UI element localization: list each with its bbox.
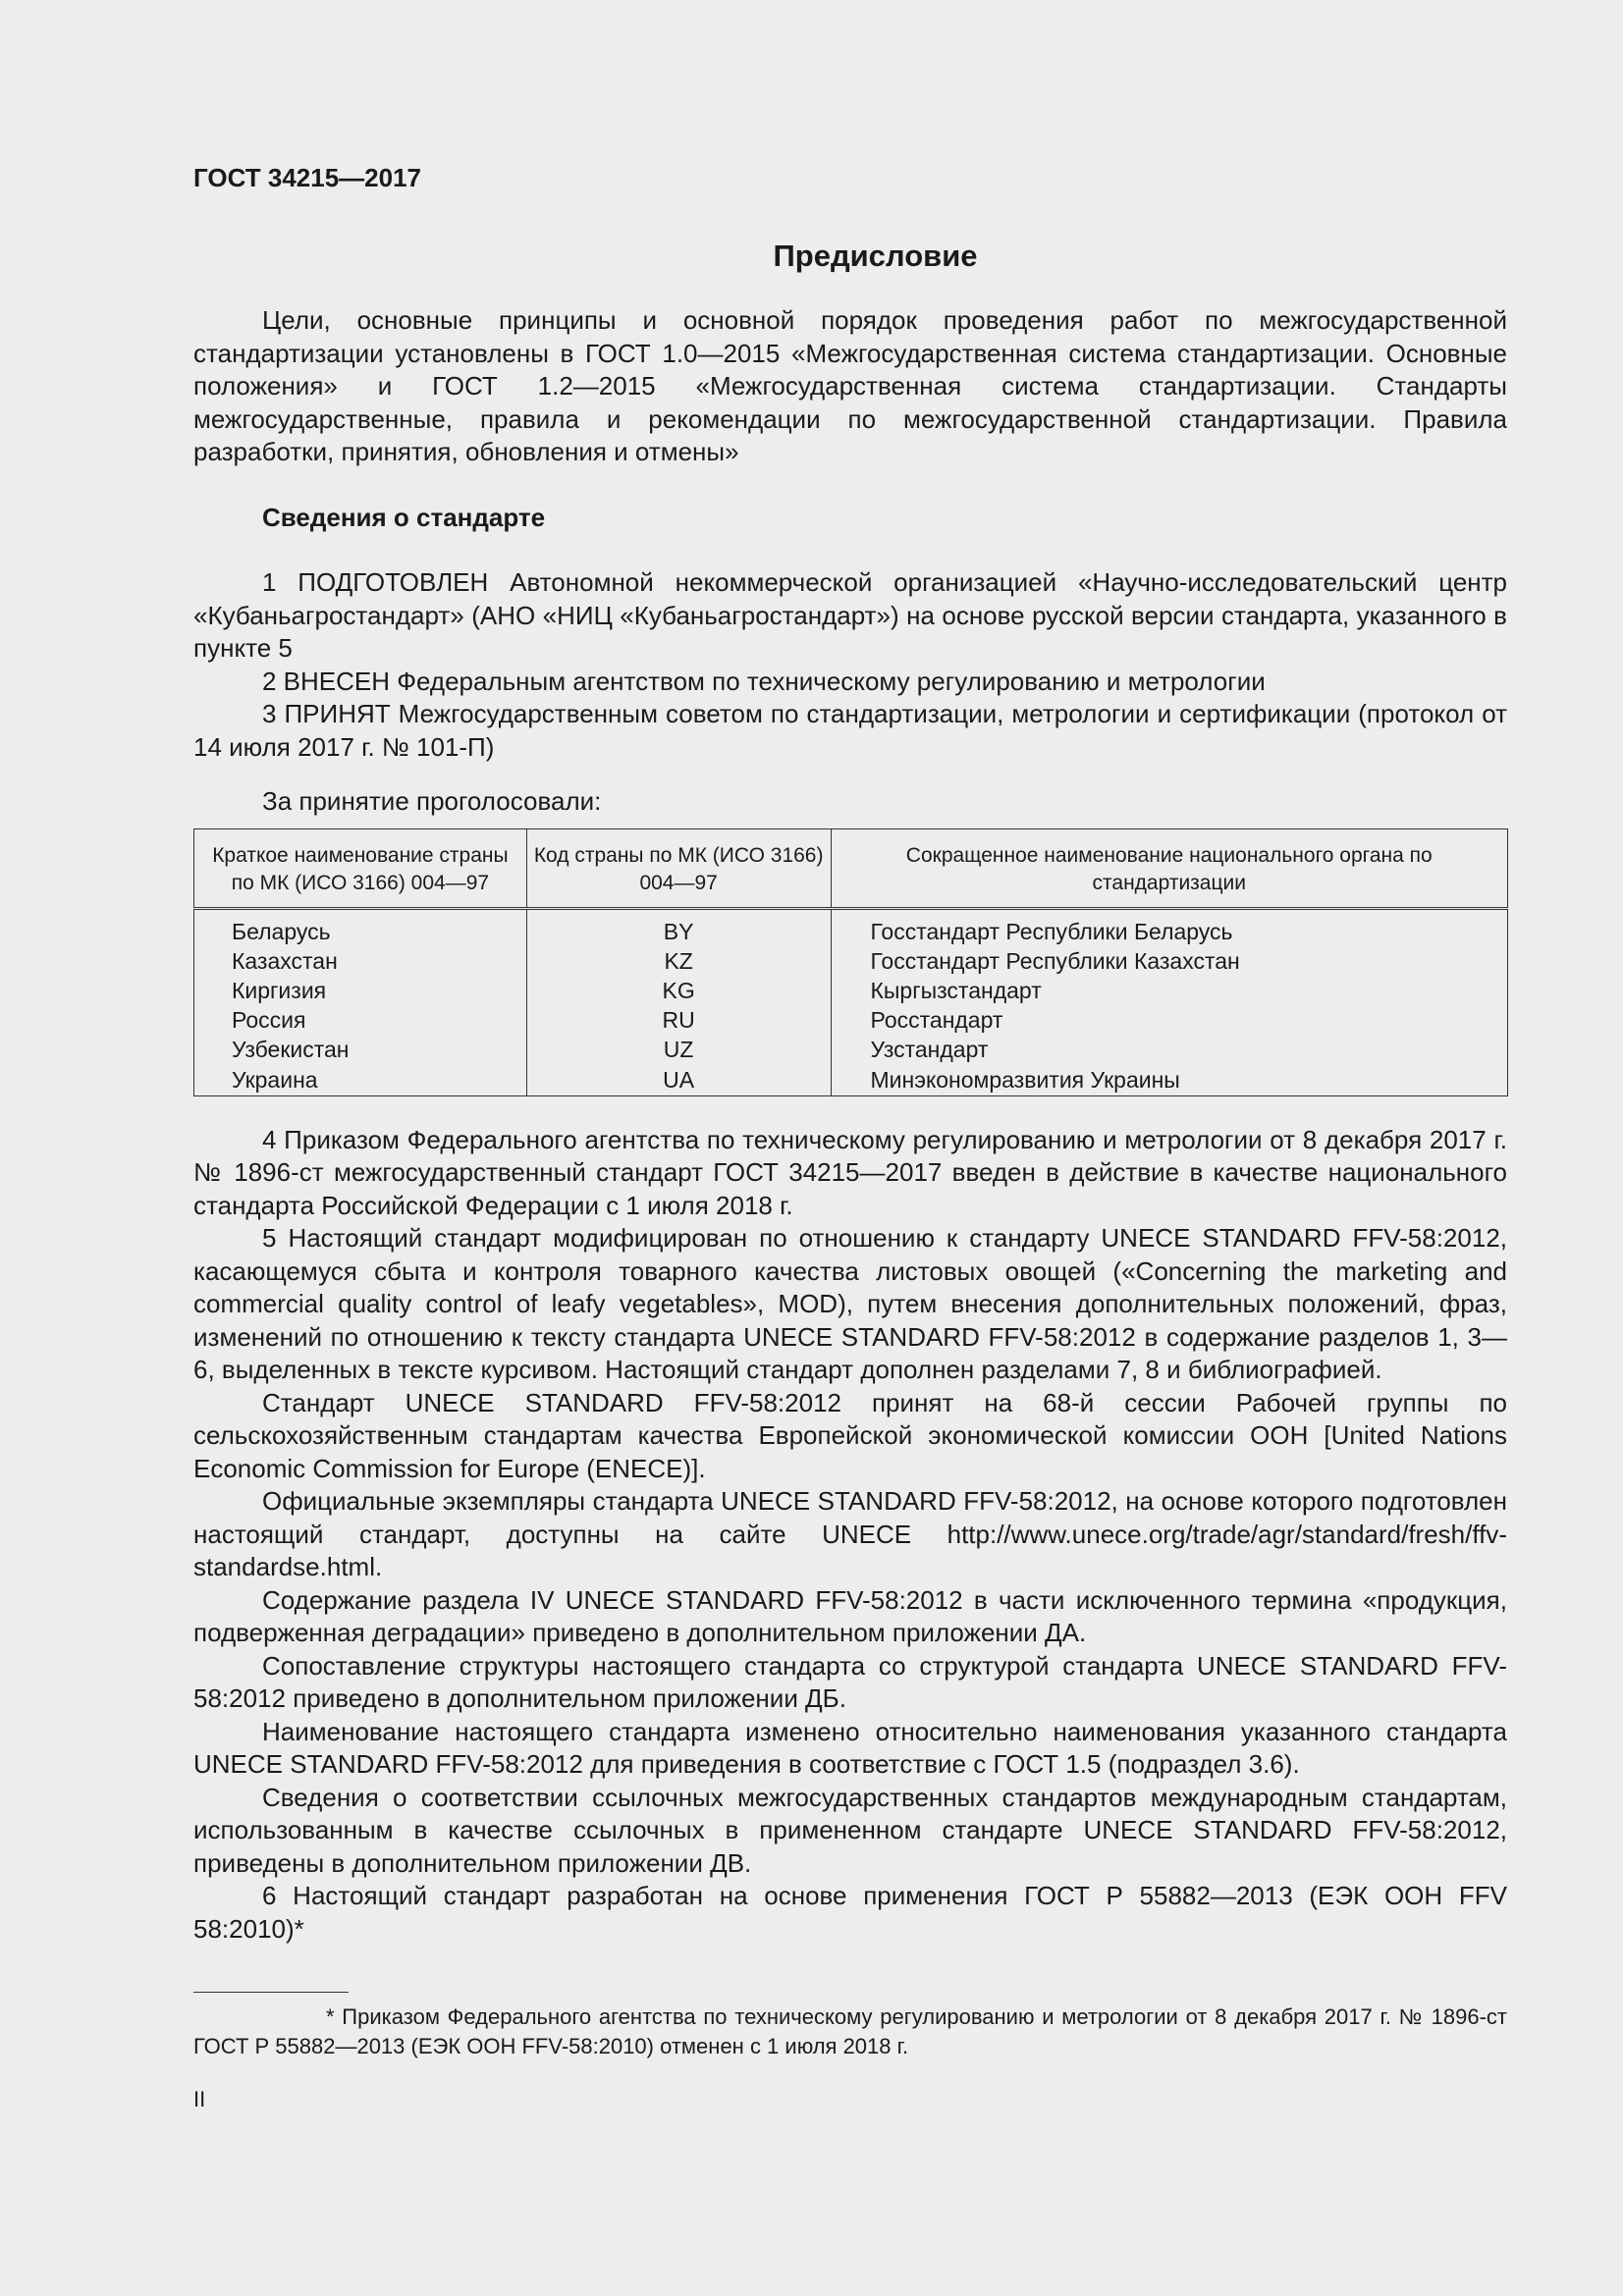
- paragraph-references: Сведения о соответствии ссылочных межгосударственных стандартов международным стандартам, использованным в качестве ссылочных в примененном стандарте UNECE STANDARD FFV-58:2012, приведены в дополнительном приложении ДВ.: [193, 1782, 1507, 1878]
- table-row: [194, 976, 1508, 1005]
- footnote: * Приказом Федерального агентства по техническому регулированию и метрологии от 8 декабря 2017 г. № 1896-ст ГОСТ Р 55882—2013 (ЕЭК ООН FFV-58:2010) отменен с 1 июля 2018 г.: [193, 2004, 1507, 2058]
- standards-body: Госстандарт Республики Казахстан: [831, 946, 1508, 976]
- paragraph-unece-adopted: Стандарт UNECE STANDARD FFV-58:2012 принят на 68-й сессии Рабочей группы по сельскохозяйственным стандартам качества Европейской экономической комиссии ООН [United Nations Economic Commission for Europe (ENECE)].: [193, 1387, 1507, 1483]
- country-code: BY: [526, 908, 831, 946]
- document-body: [193, 304, 1507, 1946]
- standards-body: Минэкономразвития Украины: [831, 1065, 1508, 1096]
- page-title: Предисловие: [773, 239, 978, 273]
- table-header-code: Код страны по МК (ИСО 3166) 004—97: [526, 828, 831, 908]
- document-header: ГОСТ 34215—2017: [193, 163, 421, 192]
- country-name: Беларусь: [194, 908, 527, 946]
- standards-body: Росстандарт: [831, 1005, 1508, 1035]
- table-row: [194, 946, 1508, 976]
- table-header-row: [194, 828, 1508, 908]
- item-3: 3 ПРИНЯТ Межгосударственным советом по стандартизации, метрологии и сертификации (протокол от 14 июля 2017 г. № 101-П): [193, 699, 1507, 762]
- paragraph-structure: Сопоставление структуры настоящего стандарта со структурой стандарта UNECE STANDARD FFV-58:2012 приведено в дополнительном приложении ДБ.: [193, 1650, 1507, 1714]
- vote-intro: За принятие проголосовали:: [262, 786, 602, 816]
- footnote-divider: [193, 1992, 349, 1993]
- country-name: Узбекистан: [194, 1035, 527, 1064]
- table-row: [194, 1035, 1508, 1064]
- country-code: KZ: [526, 946, 831, 976]
- country-code: KG: [526, 976, 831, 1005]
- table-row: [194, 1005, 1508, 1035]
- item-2: 2 ВНЕСЕН Федеральным агентством по техническому регулированию и метрологии: [262, 666, 1266, 696]
- paragraph-name-changed: Наименование настоящего стандарта изменено относительно наименования указанного стандарта UNECE STANDARD FFV-58:2012 для приведения в соответствие с ГОСТ 1.5 (подраздел 3.6).: [193, 1716, 1507, 1780]
- item-5: 5 Настоящий стандарт модифицирован по отношению к стандарту UNECE STANDARD FFV-58:2012, касающемуся сбыта и контроля товарного качества листовых овощей («Concerning the marketing and commercial quality control of leafy vegetables», MOD), путем внесения дополнительных положений, фраз, изменений по отношению к тексту стандарта UNECE STANDARD FFV-58:2012 в содержание разделов 1, 3—6, выделенных в тексте курсивом. Настоящий стандарт дополнен разделами 7, 8 и библиографией.: [193, 1223, 1507, 1385]
- country-name: Казахстан: [194, 946, 527, 976]
- country-code: UA: [526, 1065, 831, 1096]
- country-name: Россия: [194, 1005, 527, 1035]
- item-1: 1 ПОДГОТОВЛЕН Автономной некоммерческой организацией «Научно-исследовательский центр «Кубаньагростандарт» (АНО «НИЦ «Кубаньагростандарт») на основе русской версии стандарта, указанного в пункте 5: [193, 567, 1507, 663]
- item-4: 4 Приказом Федерального агентства по техническому регулированию и метрологии от 8 декабря 2017 г. № 1896-ст межгосударственный стандарт ГОСТ 34215—2017 введен в действие в качестве национального стандарта Российской Федерации с 1 июля 2018 г.: [193, 1124, 1507, 1220]
- standards-body: Госстандарт Республики Беларусь: [831, 908, 1508, 946]
- table-row: [194, 1065, 1508, 1096]
- item-6: 6 Настоящий стандарт разработан на основе применения ГОСТ Р 55882—2013 (ЕЭК ООН FFV 58:2010)*: [193, 1881, 1507, 1944]
- paragraph-official-copies: Официальные экземпляры стандарта UNECE STANDARD FFV-58:2012, на основе которого подготовлен настоящий стандарт, доступны на сайте UNECE http://www.unece.org/trade/agr/standard/fresh/ffv-standardse.html.: [193, 1486, 1507, 1582]
- standards-body: Узстандарт: [831, 1035, 1508, 1064]
- intro-paragraph: Цели, основные принципы и основной порядок проведения работ по межгосударственной стандартизации установлены в ГОСТ 1.0—2015 «Межгосударственная система стандартизации. Основные положения» и ГОСТ 1.2—2015 «Межгосударственная система стандартизации. Стандарты межгосударственные, правила и рекомендации по межгосударственной стандартизации. Правила разработки, принятия, обновления и отмены»: [193, 305, 1507, 466]
- table-row: [194, 908, 1508, 946]
- table-header-organ: Сокращенное наименование национального органа по стандартизации: [831, 828, 1508, 908]
- standards-body: Кыргызстандарт: [831, 976, 1508, 1005]
- country-name: Украина: [194, 1065, 527, 1096]
- country-code: UZ: [526, 1035, 831, 1064]
- paragraph-section-iv: Содержание раздела IV UNECE STANDARD FFV-58:2012 в части исключенного термина «продукция, подверженная деградации» приведено в дополнительном приложении ДА.: [193, 1584, 1507, 1648]
- section-heading: Сведения о стандарте: [262, 502, 546, 532]
- countries-table: [193, 828, 1508, 1096]
- country-name: Киргизия: [194, 976, 527, 1005]
- table-header-country: Краткое наименование страны по МК (ИСО 3166) 004—97: [194, 828, 527, 908]
- page-number: II: [193, 2087, 206, 2111]
- country-code: RU: [526, 1005, 831, 1035]
